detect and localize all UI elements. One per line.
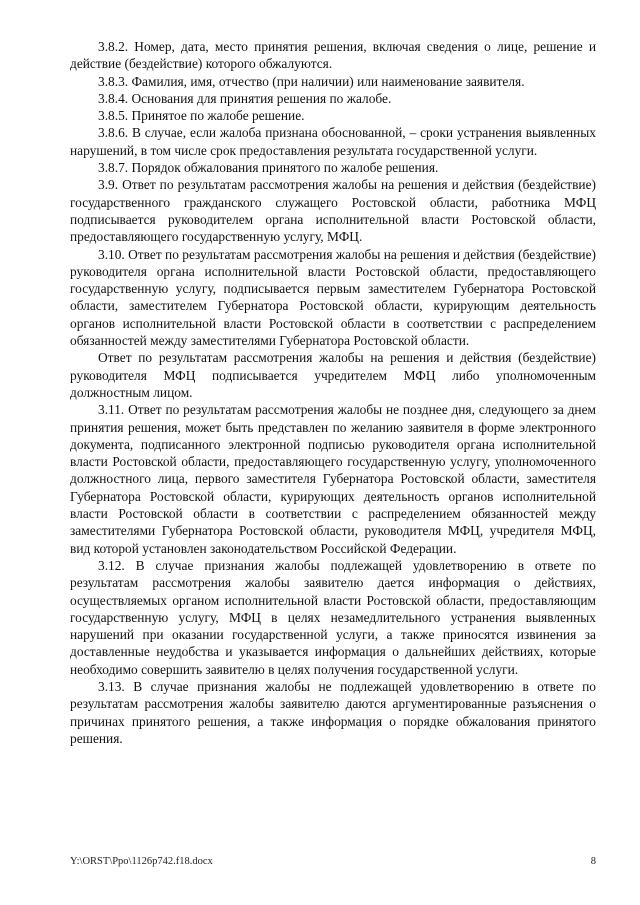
file-path: Y:\ORST\Ppo\1126p742.f18.docx (70, 856, 213, 867)
paragraph-3-8-6: 3.8.6. В случае, если жалоба признана обоснованной, – сроки устранения выявленных нарушений, в том числе срок предоставления результата государственной услуги. (70, 125, 596, 158)
paragraph-3-8-2: 3.8.2. Номер, дата, место принятия решения, включая сведения о лице, решение и действие (бездействие) которого обжалуются. (70, 39, 596, 72)
paragraph-3-8-4: 3.8.4. Основания для принятия решения по жалобе. (98, 90, 392, 106)
paragraph-3-13: 3.13. В случае признания жалобы не подлежащей удовлетворению в ответе по результатам рассмотрения жалобы заявителю даются аргументированные разъяснения о причинах принятого решения, а также информация о порядке обжалования принятого решения. (70, 678, 596, 746)
paragraph-3-10-mfc: Ответ по результатам рассмотрения жалобы на решения и действия (бездействие) руководителя МФЦ подписывается учредителем МФЦ либо уполномоченным должностным лицом. (70, 350, 596, 400)
paragraph-3-10: 3.10. Ответ по результатам рассмотрения жалобы на решения и действия (бездействие) руководителя органа исполнительной власти Ростовской области, предоставляющего государственную услугу, подписывается первым заместителем Губернатора Ростовской области, заместителем Губернатора Ростовской области, курирующим деятельность органов исполнительной власти Ростовской области в соответствии с распределением обязанностей между заместителями Губернатора Ростовской области. (70, 246, 596, 349)
paragraph-3-8-7: 3.8.7. Порядок обжалования принятого по жалобе решения. (98, 160, 439, 176)
page-number: 8 (590, 856, 596, 867)
paragraph-3-9: 3.9. Ответ по результатам рассмотрения жалобы на решения и действия (бездействие) государственного гражданского служащего Ростовской области, работника МФЦ подписывается руководителем органа исполнительной власти Ростовской области, предоставляющего государственную услугу, МФЦ. (70, 177, 596, 245)
paragraph-3-8-5: 3.8.5. Принятое по жалобе решение. (98, 108, 305, 124)
paragraph-3-8-3: 3.8.3. Фамилия, имя, отчество (при наличии) или наименование заявителя. (98, 73, 525, 89)
paragraph-3-11: 3.11. Ответ по результатам рассмотрения жалобы не позднее дня, следующего за днем принятия решения, может быть представлен по желанию заявителя в форме электронного документа, подписанного электронной подписью руководителя органа исполнительной власти Ростовской области, предоставляющего государственную услугу, уполномоченного должностного лица, первого заместителя Губернатора Ростовской области, заместителя Губернатора Ростовской области, курирующих деятельность органов исполнительной власти Ростовской области в соответствии с распределением обязанностей между заместителями Губернатора Ростовской области, руководителя МФЦ, учредителя МФЦ, вид которой установлен законодательством Российской Федерации. (70, 402, 596, 556)
document-body (70, 38, 596, 747)
paragraph-3-12: 3.12. В случае признания жалобы подлежащей удовлетворению в ответе по результатам рассмотрения жалобы заявителю дается информация о действиях, осуществляемых органом исполнительной власти Ростовской области, предоставляющим государственную услугу, МФЦ в целях незамедлительного устранения выявленных нарушений при оказании государственной услуги, а также приносятся извинения за доставленные неудобства и указывается информация о дальнейших действиях, которые необходимо совершить заявителю в целях получения государственной услуги. (70, 557, 596, 677)
